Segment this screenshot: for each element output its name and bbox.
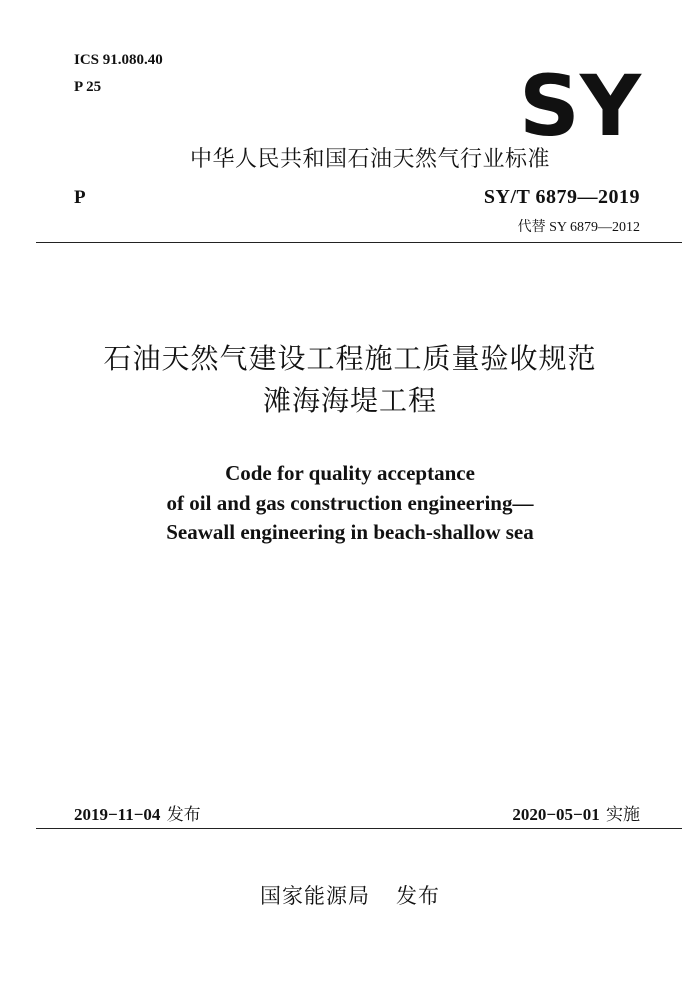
implement-date: 2020−05−01: [512, 805, 600, 824]
implement-date-block: [512, 800, 640, 825]
publish-label: 发布: [396, 884, 440, 908]
category-letter: P: [74, 187, 86, 208]
title-en-line1: Code for quality acceptance: [225, 461, 475, 485]
issue-label: 发布: [166, 805, 201, 825]
ics-code: ICS 91.080.40: [74, 52, 163, 68]
publisher: [0, 880, 700, 910]
issue-date-block: [74, 800, 201, 825]
replaces-note: 代替 SY 6879—2012: [517, 220, 640, 235]
issue-date: 2019−11−04: [74, 805, 161, 824]
sy-logo: [518, 68, 642, 140]
title-en-line2: of oil and gas construction engineering—: [166, 491, 534, 515]
p-code: P 25: [74, 79, 102, 95]
title-cn-line1: 石油天然气建设工程施工质量验收规范: [103, 342, 597, 375]
publisher-name: 国家能源局: [260, 884, 370, 908]
sy-logo-text: SY: [519, 68, 642, 140]
standard-number: SY/T 6879—2019: [483, 186, 640, 208]
title-cn-line2: 滩海海堤工程: [262, 384, 437, 417]
bottom-divider: [36, 828, 682, 829]
org-title: 中华人民共和国石油天然气行业标准: [190, 147, 551, 172]
title-en-line3: Seawall engineering in beach-shallow sea: [166, 520, 534, 544]
implement-label: 实施: [606, 805, 640, 825]
top-divider: [36, 242, 682, 243]
